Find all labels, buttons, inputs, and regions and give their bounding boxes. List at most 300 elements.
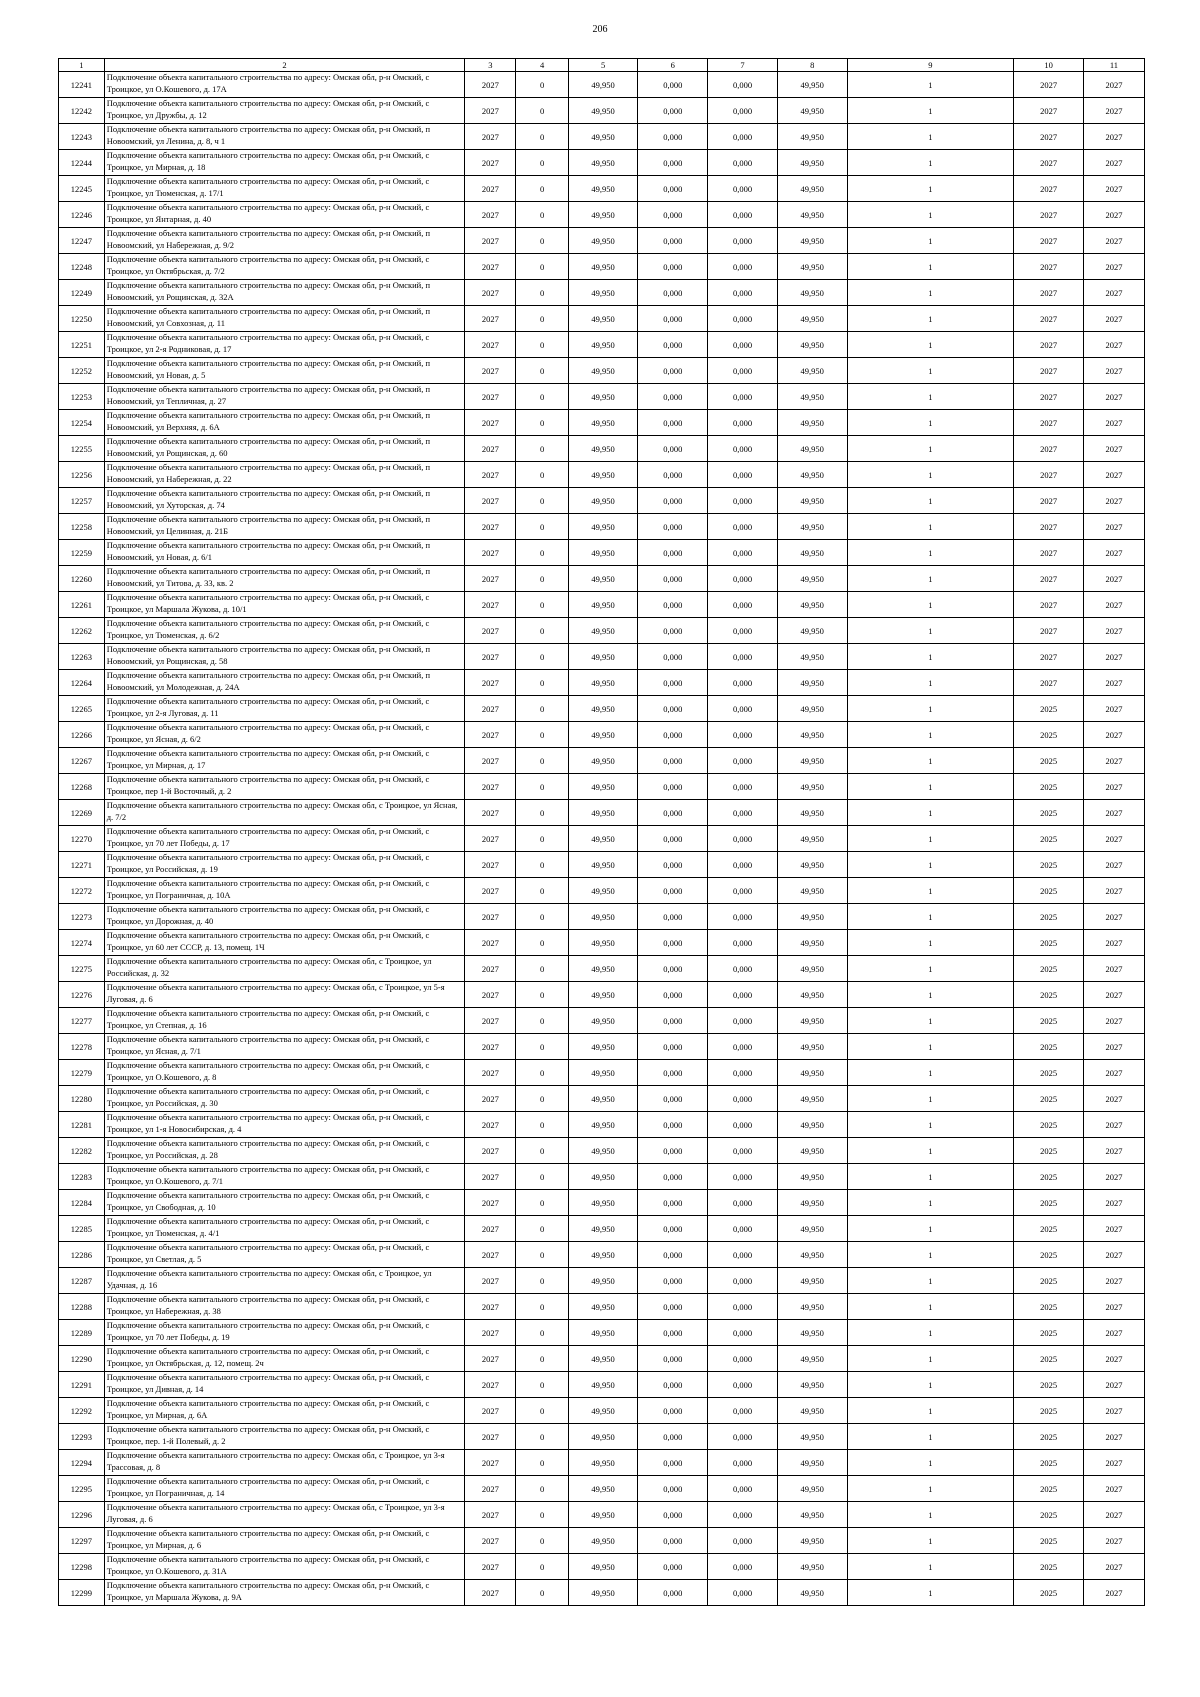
- col10-cell: 2025: [1014, 1008, 1084, 1034]
- col11-cell: 2027: [1083, 1554, 1144, 1580]
- col4-cell: 0: [516, 332, 568, 358]
- col4-cell: 0: [516, 956, 568, 982]
- row-number-cell: 12282: [59, 1138, 105, 1164]
- col6-cell: 0,000: [638, 1112, 708, 1138]
- description-prefix: Подключение объекта капитального строительства по адресу:: [106, 124, 333, 134]
- col5-cell: 49,950: [568, 722, 638, 748]
- col8-cell: 49,950: [777, 904, 847, 930]
- col4-cell: 0: [516, 774, 568, 800]
- col9-cell: 1: [847, 1502, 1014, 1528]
- address-text: Омская обл, р-н Омский, с Троицкое, ул Дружбы, д. 12: [106, 98, 430, 120]
- col3-cell: 2027: [465, 1502, 516, 1528]
- table-row: [59, 462, 1145, 488]
- description-cell: [104, 540, 465, 566]
- description-cell: [104, 1242, 465, 1268]
- col9-cell: 1: [847, 904, 1014, 930]
- col11-cell: 2027: [1083, 358, 1144, 384]
- col6-cell: 0,000: [638, 1346, 708, 1372]
- table-row: [59, 1502, 1145, 1528]
- col5-cell: 49,950: [568, 176, 638, 202]
- description-cell: [104, 904, 465, 930]
- row-number-cell: 12285: [59, 1216, 105, 1242]
- col4-cell: 0: [516, 1138, 568, 1164]
- col5-cell: 49,950: [568, 332, 638, 358]
- description-prefix: Подключение объекта капитального строительства по адресу:: [106, 1476, 333, 1486]
- col7-cell: 0,000: [708, 1216, 778, 1242]
- col10-cell: 2027: [1014, 98, 1084, 124]
- col3-cell: 2027: [465, 1450, 516, 1476]
- col10-cell: 2025: [1014, 852, 1084, 878]
- col4-cell: 0: [516, 462, 568, 488]
- address-text: Омская обл, р-н Омский, п Новоомский, ул Титова, д. 33, кв. 2: [106, 566, 431, 588]
- col5-cell: 49,950: [568, 800, 638, 826]
- col3-cell: 2027: [465, 1424, 516, 1450]
- description-prefix: Подключение объекта капитального строительства по адресу:: [106, 800, 333, 810]
- col8-cell: 49,950: [777, 358, 847, 384]
- description-cell: [104, 1008, 465, 1034]
- col10-cell: 2025: [1014, 1268, 1084, 1294]
- address-text: Омская обл, с Троицкое, ул Российская, д. 32: [106, 956, 432, 978]
- table-header-row: [59, 59, 1145, 72]
- table-row: [59, 540, 1145, 566]
- description-cell: [104, 202, 465, 228]
- col3-cell: 2027: [465, 254, 516, 280]
- description-cell: [104, 228, 465, 254]
- col4-cell: 0: [516, 436, 568, 462]
- col7-cell: 0,000: [708, 982, 778, 1008]
- col11-cell: 2027: [1083, 332, 1144, 358]
- col7-cell: 0,000: [708, 1580, 778, 1606]
- description-prefix: Подключение объекта капитального строительства по адресу:: [106, 1268, 333, 1278]
- col10-cell: 2025: [1014, 1138, 1084, 1164]
- description-cell: [104, 332, 465, 358]
- col5-cell: 49,950: [568, 1190, 638, 1216]
- col9-cell: 1: [847, 1580, 1014, 1606]
- col5-cell: 49,950: [568, 514, 638, 540]
- col11-cell: 2027: [1083, 1242, 1144, 1268]
- col7-cell: 0,000: [708, 1294, 778, 1320]
- col5-cell: 49,950: [568, 1112, 638, 1138]
- col3-cell: 2027: [465, 852, 516, 878]
- col3-cell: 2027: [465, 358, 516, 384]
- address-text: Омская обл, с Троицкое, ул Ясная, д. 7/2: [106, 800, 458, 822]
- description-prefix: Подключение объекта капитального строительства по адресу:: [106, 1008, 333, 1018]
- description-prefix: Подключение объекта капитального строительства по адресу:: [106, 1580, 333, 1590]
- table-row: [59, 488, 1145, 514]
- table-row: [59, 904, 1145, 930]
- col9-cell: 1: [847, 670, 1014, 696]
- row-number-cell: 12255: [59, 436, 105, 462]
- row-number-cell: 12242: [59, 98, 105, 124]
- col11-cell: 2027: [1083, 72, 1144, 98]
- col11-cell: 2027: [1083, 644, 1144, 670]
- column-header: 11: [1083, 59, 1144, 72]
- col7-cell: 0,000: [708, 1320, 778, 1346]
- row-number-cell: 12283: [59, 1164, 105, 1190]
- description-prefix: Подключение объекта капитального строительства по адресу:: [106, 280, 333, 290]
- table-row: [59, 1398, 1145, 1424]
- col11-cell: 2027: [1083, 592, 1144, 618]
- table-row: [59, 748, 1145, 774]
- table-row: [59, 722, 1145, 748]
- col7-cell: 0,000: [708, 800, 778, 826]
- col7-cell: 0,000: [708, 956, 778, 982]
- col6-cell: 0,000: [638, 1164, 708, 1190]
- col5-cell: 49,950: [568, 1164, 638, 1190]
- col5-cell: 49,950: [568, 124, 638, 150]
- col4-cell: 0: [516, 1060, 568, 1086]
- col7-cell: 0,000: [708, 98, 778, 124]
- col8-cell: 49,950: [777, 332, 847, 358]
- description-cell: [104, 696, 465, 722]
- col7-cell: 0,000: [708, 228, 778, 254]
- col4-cell: 0: [516, 1476, 568, 1502]
- description-cell: [104, 280, 465, 306]
- col11-cell: 2027: [1083, 488, 1144, 514]
- col9-cell: 1: [847, 1372, 1014, 1398]
- col3-cell: 2027: [465, 228, 516, 254]
- address-text: Омская обл, р-н Омский, с Троицкое, ул Мирная, д. 6А: [106, 1398, 430, 1420]
- col5-cell: 49,950: [568, 618, 638, 644]
- col8-cell: 49,950: [777, 1112, 847, 1138]
- table-row: [59, 1528, 1145, 1554]
- address-text: Омская обл, р-н Омский, с Троицкое, ул О.Кошевого, д. 8: [106, 1060, 430, 1082]
- col4-cell: 0: [516, 1320, 568, 1346]
- col7-cell: 0,000: [708, 306, 778, 332]
- address-text: Омская обл, с Троицкое, ул 3-я Луговая, д. 6: [106, 1502, 445, 1524]
- col9-cell: 1: [847, 722, 1014, 748]
- col9-cell: 1: [847, 1294, 1014, 1320]
- col6-cell: 0,000: [638, 774, 708, 800]
- row-number-cell: 12296: [59, 1502, 105, 1528]
- col9-cell: 1: [847, 384, 1014, 410]
- col11-cell: 2027: [1083, 1398, 1144, 1424]
- description-cell: [104, 1060, 465, 1086]
- col6-cell: 0,000: [638, 1528, 708, 1554]
- col5-cell: 49,950: [568, 1268, 638, 1294]
- row-number-cell: 12250: [59, 306, 105, 332]
- col5-cell: 49,950: [568, 852, 638, 878]
- col8-cell: 49,950: [777, 462, 847, 488]
- col5-cell: 49,950: [568, 540, 638, 566]
- col9-cell: 1: [847, 1190, 1014, 1216]
- description-prefix: Подключение объекта капитального строительства по адресу:: [106, 696, 333, 706]
- col4-cell: 0: [516, 696, 568, 722]
- col5-cell: 49,950: [568, 956, 638, 982]
- col6-cell: 0,000: [638, 1242, 708, 1268]
- col7-cell: 0,000: [708, 1476, 778, 1502]
- description-prefix: Подключение объекта капитального строительства по адресу:: [106, 1450, 333, 1460]
- description-prefix: Подключение объекта капитального строительства по адресу:: [106, 592, 333, 602]
- col3-cell: 2027: [465, 150, 516, 176]
- col5-cell: 49,950: [568, 904, 638, 930]
- table-row: [59, 306, 1145, 332]
- col10-cell: 2027: [1014, 72, 1084, 98]
- col11-cell: 2027: [1083, 1580, 1144, 1606]
- description-cell: [104, 436, 465, 462]
- col10-cell: 2027: [1014, 540, 1084, 566]
- column-header: 9: [847, 59, 1014, 72]
- row-number-cell: 12276: [59, 982, 105, 1008]
- col11-cell: 2027: [1083, 566, 1144, 592]
- col7-cell: 0,000: [708, 176, 778, 202]
- col11-cell: 2027: [1083, 176, 1144, 202]
- description-prefix: Подключение объекта капитального строительства по адресу:: [106, 904, 333, 914]
- col5-cell: 49,950: [568, 306, 638, 332]
- col8-cell: 49,950: [777, 1320, 847, 1346]
- col10-cell: 2025: [1014, 1372, 1084, 1398]
- col6-cell: 0,000: [638, 1268, 708, 1294]
- col6-cell: 0,000: [638, 1294, 708, 1320]
- col9-cell: 1: [847, 176, 1014, 202]
- col3-cell: 2027: [465, 618, 516, 644]
- description-cell: [104, 150, 465, 176]
- col9-cell: 1: [847, 462, 1014, 488]
- col11-cell: 2027: [1083, 98, 1144, 124]
- col11-cell: 2027: [1083, 618, 1144, 644]
- row-number-cell: 12262: [59, 618, 105, 644]
- col5-cell: 49,950: [568, 1086, 638, 1112]
- col7-cell: 0,000: [708, 202, 778, 228]
- col11-cell: 2027: [1083, 748, 1144, 774]
- col7-cell: 0,000: [708, 592, 778, 618]
- col8-cell: 49,950: [777, 1580, 847, 1606]
- col7-cell: 0,000: [708, 540, 778, 566]
- col10-cell: 2025: [1014, 1034, 1084, 1060]
- description-cell: [104, 826, 465, 852]
- col9-cell: 1: [847, 1424, 1014, 1450]
- description-cell: [104, 566, 465, 592]
- address-text: Омская обл, р-н Омский, с Троицкое, ул Янтарная, д. 40: [106, 202, 430, 224]
- row-number-cell: 12263: [59, 644, 105, 670]
- col5-cell: 49,950: [568, 1502, 638, 1528]
- description-cell: [104, 72, 465, 98]
- row-number-cell: 12272: [59, 878, 105, 904]
- col4-cell: 0: [516, 514, 568, 540]
- description-prefix: Подключение объекта капитального строительства по адресу:: [106, 488, 333, 498]
- col11-cell: 2027: [1083, 1320, 1144, 1346]
- col7-cell: 0,000: [708, 878, 778, 904]
- description-prefix: Подключение объекта капитального строительства по адресу:: [106, 878, 333, 888]
- col4-cell: 0: [516, 98, 568, 124]
- description-prefix: Подключение объекта капитального строительства по адресу:: [106, 1320, 333, 1330]
- col8-cell: 49,950: [777, 280, 847, 306]
- col9-cell: 1: [847, 1164, 1014, 1190]
- table-row: [59, 358, 1145, 384]
- col4-cell: 0: [516, 1190, 568, 1216]
- col3-cell: 2027: [465, 436, 516, 462]
- data-table: [58, 58, 1145, 1606]
- col10-cell: 2025: [1014, 748, 1084, 774]
- col7-cell: 0,000: [708, 1112, 778, 1138]
- row-number-cell: 12260: [59, 566, 105, 592]
- description-prefix: Подключение объекта капитального строительства по адресу:: [106, 410, 333, 420]
- col6-cell: 0,000: [638, 72, 708, 98]
- description-prefix: Подключение объекта капитального строительства по адресу:: [106, 1424, 333, 1434]
- col9-cell: 1: [847, 1450, 1014, 1476]
- col11-cell: 2027: [1083, 384, 1144, 410]
- col9-cell: 1: [847, 1008, 1014, 1034]
- col3-cell: 2027: [465, 332, 516, 358]
- col5-cell: 49,950: [568, 98, 638, 124]
- col6-cell: 0,000: [638, 800, 708, 826]
- address-text: Омская обл, р-н Омский, п Новоомский, ул Рощинская, д. 32А: [106, 280, 431, 302]
- description-cell: [104, 1112, 465, 1138]
- col7-cell: 0,000: [708, 1164, 778, 1190]
- col10-cell: 2027: [1014, 358, 1084, 384]
- address-text: Омская обл, р-н Омский, с Троицкое, ул Маршала Жукова, д. 10/1: [106, 592, 430, 614]
- col6-cell: 0,000: [638, 930, 708, 956]
- col8-cell: 49,950: [777, 956, 847, 982]
- row-number-cell: 12259: [59, 540, 105, 566]
- col8-cell: 49,950: [777, 1190, 847, 1216]
- table-row: [59, 878, 1145, 904]
- col10-cell: 2027: [1014, 202, 1084, 228]
- col5-cell: 49,950: [568, 1372, 638, 1398]
- col7-cell: 0,000: [708, 72, 778, 98]
- col3-cell: 2027: [465, 1476, 516, 1502]
- col10-cell: 2027: [1014, 618, 1084, 644]
- col6-cell: 0,000: [638, 332, 708, 358]
- col7-cell: 0,000: [708, 1424, 778, 1450]
- col4-cell: 0: [516, 1528, 568, 1554]
- col8-cell: 49,950: [777, 1008, 847, 1034]
- col3-cell: 2027: [465, 774, 516, 800]
- address-text: Омская обл, р-н Омский, п Новоомский, ул Совхозная, д. 11: [106, 306, 431, 328]
- col5-cell: 49,950: [568, 1216, 638, 1242]
- col11-cell: 2027: [1083, 722, 1144, 748]
- address-text: Омская обл, р-н Омский, п Новоомский, ул Молодежная, д. 24А: [106, 670, 431, 692]
- col7-cell: 0,000: [708, 254, 778, 280]
- col6-cell: 0,000: [638, 254, 708, 280]
- col9-cell: 1: [847, 1060, 1014, 1086]
- col11-cell: 2027: [1083, 982, 1144, 1008]
- col5-cell: 49,950: [568, 358, 638, 384]
- col6-cell: 0,000: [638, 1424, 708, 1450]
- description-prefix: Подключение объекта капитального строительства по адресу:: [106, 72, 333, 82]
- col5-cell: 49,950: [568, 202, 638, 228]
- col3-cell: 2027: [465, 1060, 516, 1086]
- col8-cell: 49,950: [777, 1398, 847, 1424]
- col7-cell: 0,000: [708, 748, 778, 774]
- col9-cell: 1: [847, 1528, 1014, 1554]
- address-text: Омская обл, р-н Омский, с Троицкое, ул О.Кошевого, д. 31А: [106, 1554, 430, 1576]
- col5-cell: 49,950: [568, 592, 638, 618]
- col9-cell: 1: [847, 358, 1014, 384]
- col3-cell: 2027: [465, 306, 516, 332]
- row-number-cell: 12261: [59, 592, 105, 618]
- row-number-cell: 12273: [59, 904, 105, 930]
- description-prefix: Подключение объекта капитального строительства по адресу:: [106, 1398, 333, 1408]
- col6-cell: 0,000: [638, 488, 708, 514]
- col5-cell: 49,950: [568, 1528, 638, 1554]
- table-row: [59, 1190, 1145, 1216]
- col3-cell: 2027: [465, 384, 516, 410]
- description-prefix: Подключение объекта капитального строительства по адресу:: [106, 384, 333, 394]
- description-prefix: Подключение объекта капитального строительства по адресу:: [106, 1294, 333, 1304]
- col11-cell: 2027: [1083, 1008, 1144, 1034]
- col3-cell: 2027: [465, 1164, 516, 1190]
- col8-cell: 49,950: [777, 1424, 847, 1450]
- col9-cell: 1: [847, 1476, 1014, 1502]
- table-row: [59, 696, 1145, 722]
- col8-cell: 49,950: [777, 254, 847, 280]
- col5-cell: 49,950: [568, 436, 638, 462]
- col8-cell: 49,950: [777, 1242, 847, 1268]
- col6-cell: 0,000: [638, 1476, 708, 1502]
- table-row: [59, 1060, 1145, 1086]
- address-text: Омская обл, р-н Омский, п Новоомский, ул Ленина, д. 8, ч 1: [106, 124, 431, 146]
- table-row: [59, 436, 1145, 462]
- description-cell: [104, 488, 465, 514]
- col8-cell: 49,950: [777, 124, 847, 150]
- description-prefix: Подключение объекта капитального строительства по адресу:: [106, 1346, 333, 1356]
- address-text: Омская обл, р-н Омский, п Новоомский, ул Рощинская, д. 58: [106, 644, 431, 666]
- address-text: Омская обл, р-н Омский, п Новоомский, ул Тепличная, д. 27: [106, 384, 431, 406]
- col4-cell: 0: [516, 1502, 568, 1528]
- table-row: [59, 1242, 1145, 1268]
- description-cell: [104, 878, 465, 904]
- table-row: [59, 332, 1145, 358]
- address-text: Омская обл, р-н Омский, с Троицкое, ул Свободная, д. 10: [106, 1190, 430, 1212]
- col9-cell: 1: [847, 1216, 1014, 1242]
- description-prefix: Подключение объекта капитального строительства по адресу:: [106, 566, 333, 576]
- col8-cell: 49,950: [777, 566, 847, 592]
- col4-cell: 0: [516, 1008, 568, 1034]
- col11-cell: 2027: [1083, 800, 1144, 826]
- description-cell: [104, 1476, 465, 1502]
- row-number-cell: 12293: [59, 1424, 105, 1450]
- description-prefix: Подключение объекта капитального строительства по адресу:: [106, 826, 333, 836]
- description-cell: [104, 98, 465, 124]
- table-row: [59, 176, 1145, 202]
- row-number-cell: 12253: [59, 384, 105, 410]
- col10-cell: 2025: [1014, 930, 1084, 956]
- col10-cell: 2027: [1014, 150, 1084, 176]
- col4-cell: 0: [516, 1294, 568, 1320]
- col5-cell: 49,950: [568, 254, 638, 280]
- col11-cell: 2027: [1083, 1294, 1144, 1320]
- col7-cell: 0,000: [708, 1008, 778, 1034]
- description-cell: [104, 618, 465, 644]
- col10-cell: 2027: [1014, 462, 1084, 488]
- col4-cell: 0: [516, 1216, 568, 1242]
- address-text: Омская обл, р-н Омский, с Троицкое, ул Мирная, д. 6: [106, 1528, 430, 1550]
- description-prefix: Подключение объекта капитального строительства по адресу:: [106, 1164, 333, 1174]
- row-number-cell: 12290: [59, 1346, 105, 1372]
- col9-cell: 1: [847, 436, 1014, 462]
- table-row: [59, 644, 1145, 670]
- column-header: 3: [465, 59, 516, 72]
- address-text: Омская обл, р-н Омский, с Троицкое, ул 2-я Луговая, д. 11: [106, 696, 430, 718]
- row-number-cell: 12258: [59, 514, 105, 540]
- col9-cell: 1: [847, 254, 1014, 280]
- col7-cell: 0,000: [708, 1554, 778, 1580]
- description-prefix: Подключение объекта капитального строительства по адресу:: [106, 1034, 333, 1044]
- col3-cell: 2027: [465, 722, 516, 748]
- col10-cell: 2025: [1014, 774, 1084, 800]
- col9-cell: 1: [847, 1320, 1014, 1346]
- col10-cell: 2027: [1014, 254, 1084, 280]
- col8-cell: 49,950: [777, 1216, 847, 1242]
- col10-cell: 2025: [1014, 1060, 1084, 1086]
- col7-cell: 0,000: [708, 904, 778, 930]
- col8-cell: 49,950: [777, 410, 847, 436]
- col9-cell: 1: [847, 774, 1014, 800]
- col8-cell: 49,950: [777, 774, 847, 800]
- col5-cell: 49,950: [568, 748, 638, 774]
- col4-cell: 0: [516, 566, 568, 592]
